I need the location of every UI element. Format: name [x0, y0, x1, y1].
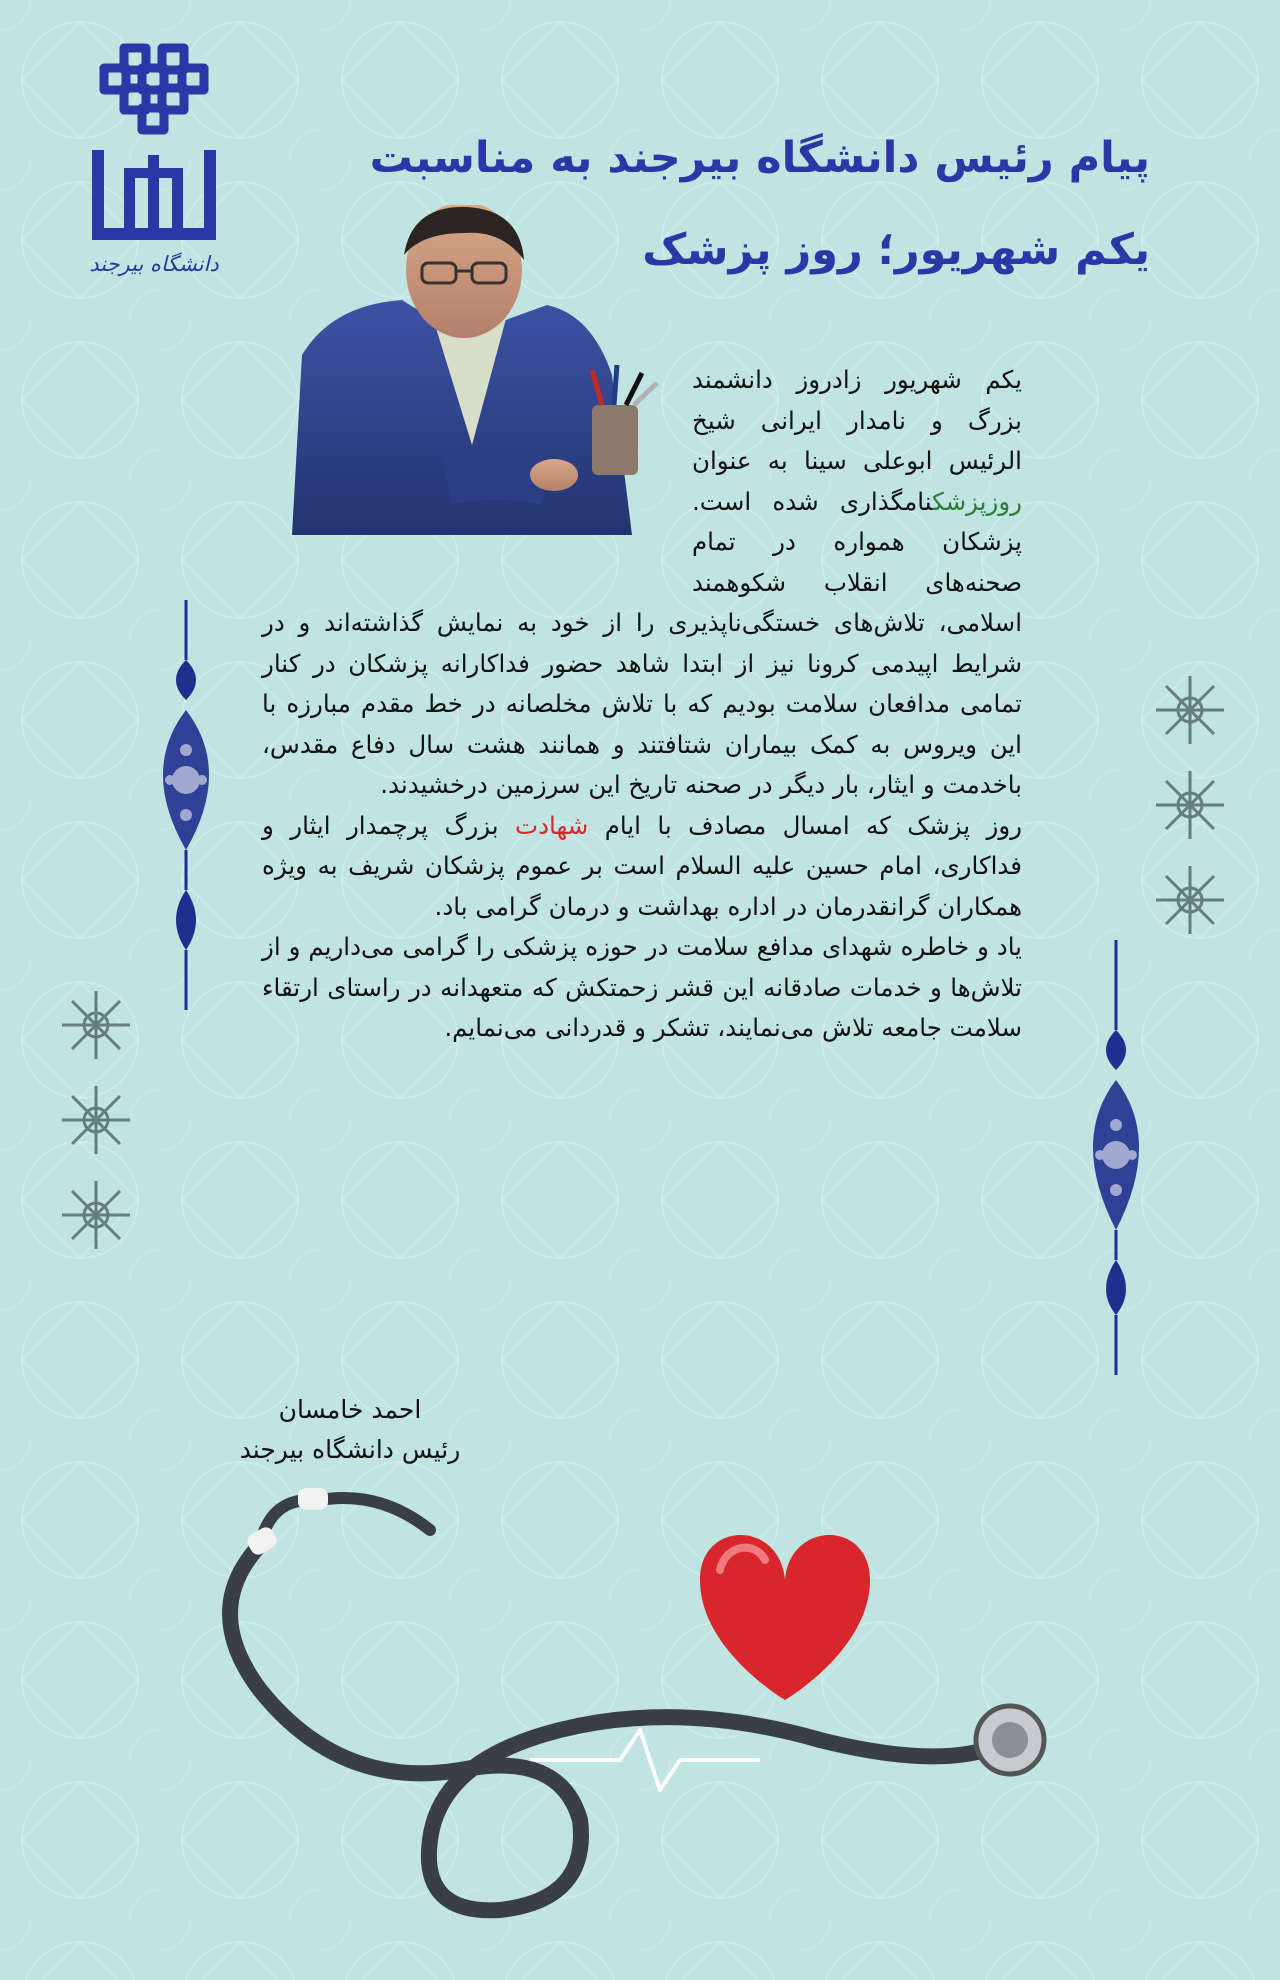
signature-name: احمد خامسان [278, 1395, 422, 1424]
message-paragraph-2 [262, 806, 1022, 928]
message-p1-start: یکم شهریور زادروز دانشمند بزرگ و نامدار ایرانی شیخ الرئیس ابوعلی سینا به عنوان [692, 365, 1022, 475]
ornament-pendant-icon [140, 600, 232, 1010]
message-p2-end: بزرگ پرچمدار ایثار و فداکاری، امام حسین علیه السلام است بر عموم پزشکان شریف به ویژه همکاران گرانقدرمان در اداره بهداشت و درمان گرامی باد. [262, 810, 1022, 921]
stethoscope-heart-image [200, 1460, 1080, 1960]
message-paragraph-3: یاد و خاطره شهدای مدافع سلامت در حوزه پزشکی را گرامی می‌داریم و از تلاش‌ها و خدمات صادقانه این قشر زحمتکش که متعهدانه در راستای ارتقاء سلامت جامعه تلاش می‌نمایند، تشکر و قدردانی می‌نمایم. [262, 932, 1022, 1042]
message-p2-start: روز پزشک که امسال مصادف با ایام [604, 810, 1022, 840]
ornament-pendant-icon [1070, 940, 1162, 1375]
highlight-doctor-day: روزپزشک [932, 486, 1022, 516]
title-line-1: پیام رئیس دانشگاه بیرجند به مناسبت [369, 133, 1150, 183]
message-p1-end: نامگذاری شده است. پزشکان همواره در تمام صحنه‌های انقلاب شکوهمند اسلامی، تلاش‌های خستگی‌ناپذیری را از خود به نمایش گذاشته‌اند و در شرایط اپیدمی کرونا نیز از ابتدا شاهد حضور فداکارانه پزشکان در کنار تمامی مدافعان سلامت بودیم که با تلاش مخلصانه در خط مقدم مبارزه با این ویروس به کمک بیماران شتافتند و همانند هشت سال دفاع مقدس، باخدمت و ایثار، بار دیگر در صحنه تاریخ این سرزمین درخشیدند. [262, 486, 1022, 799]
university-logo [84, 40, 224, 290]
photo-wrap-spacer [262, 360, 692, 580]
signature-block [200, 1390, 500, 1470]
title-line-2: یکم شهریور؛ روز پزشک [642, 225, 1150, 275]
signature-role: رئیس دانشگاه بیرجند [239, 1435, 461, 1464]
snowflake-ornament-icon [56, 985, 136, 1255]
highlight-martyrdom: شهادت [515, 810, 589, 840]
logo-caption: دانشگاه بیرجند [89, 252, 219, 276]
message-body [262, 360, 1022, 1049]
birjand-university-logo-icon [84, 40, 224, 255]
snowflake-ornament-icon [1150, 670, 1230, 940]
stethoscope-heart-icon [200, 1460, 1080, 1960]
